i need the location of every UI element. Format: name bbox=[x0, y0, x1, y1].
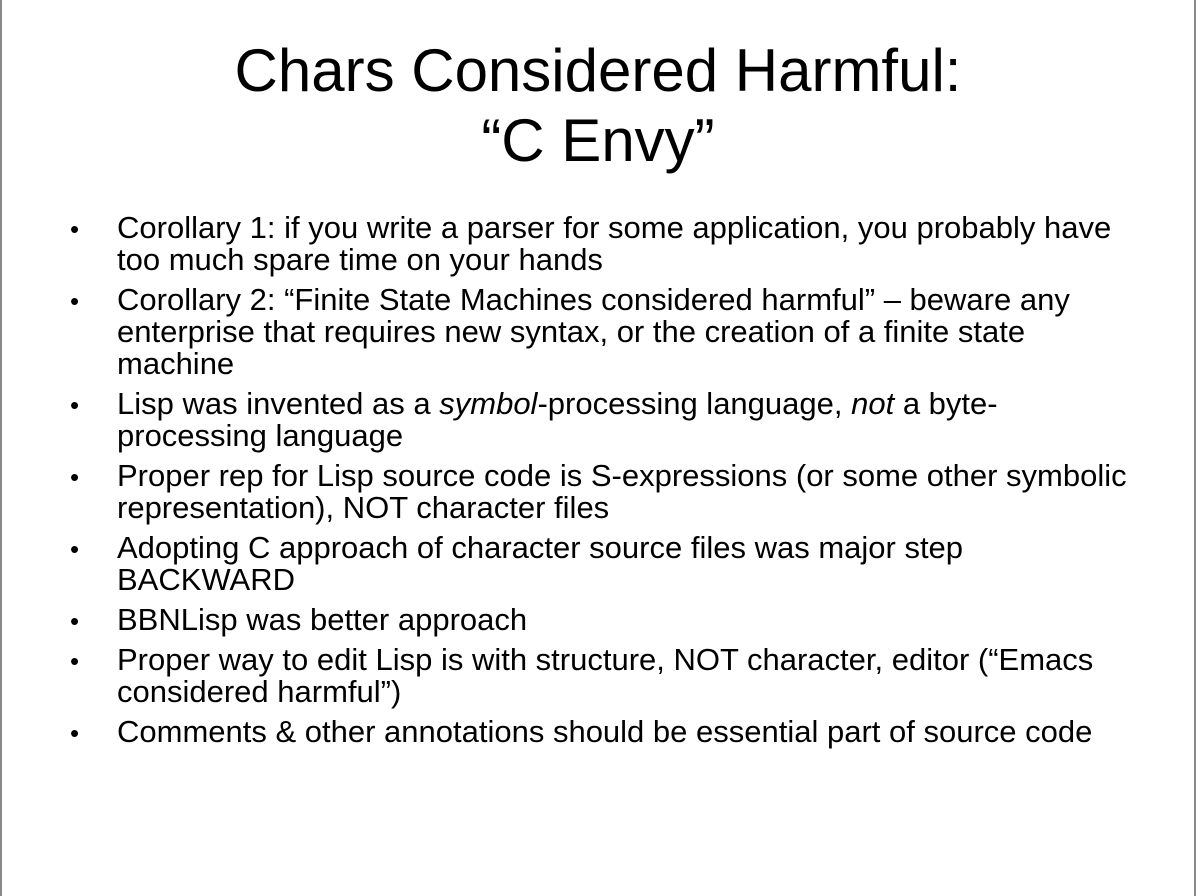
bullet-icon: • bbox=[70, 286, 80, 316]
bullet-icon: • bbox=[70, 534, 80, 564]
bullet-text: Comments & other annotations should be essential part of source code bbox=[117, 714, 1093, 749]
bullet-item-2 bbox=[70, 284, 1130, 380]
title-line-1: Chars Considered Harmful: bbox=[234, 37, 962, 104]
bullet-item-1 bbox=[70, 212, 1130, 276]
bullet-item-5 bbox=[70, 532, 1130, 596]
italic-emphasis: symbol bbox=[439, 386, 538, 421]
title-line-2: “C Envy” bbox=[481, 107, 715, 174]
slide-title bbox=[0, 36, 1196, 176]
bullet-item-8 bbox=[70, 716, 1130, 748]
bullet-item-3 bbox=[70, 388, 1130, 452]
bullet-text-part: Lisp was invented as a bbox=[117, 386, 440, 421]
italic-emphasis: not bbox=[851, 386, 895, 421]
bullet-item-7 bbox=[70, 644, 1130, 708]
bullet-text: Proper rep for Lisp source code is S-expressions (or some other symbolic representation), NOT character files bbox=[117, 458, 1127, 525]
bullet-text-part: a byte-processing language bbox=[117, 386, 998, 453]
bullet-text: Adopting C approach of character source files was major step BACKWARD bbox=[117, 530, 964, 597]
bullet-text: Corollary 2: “Finite State Machines considered harmful” – beware any enterprise that requires new syntax, or the creation of a finite state machine bbox=[117, 282, 1070, 381]
bullet-list bbox=[70, 212, 1130, 756]
bullet-icon: • bbox=[70, 606, 80, 636]
bullet-text: Proper way to edit Lisp is with structure, NOT character, editor (“Emacs considered harmful”) bbox=[117, 642, 1094, 709]
bullet-text bbox=[117, 386, 998, 453]
bullet-icon: • bbox=[70, 646, 80, 676]
bullet-icon: • bbox=[70, 462, 80, 492]
bullet-icon: • bbox=[70, 214, 80, 244]
bullet-item-4 bbox=[70, 460, 1130, 524]
bullet-icon: • bbox=[70, 390, 80, 420]
bullet-text: Corollary 1: if you write a parser for some application, you probably have too much spare time on your hands bbox=[117, 210, 1112, 277]
bullet-item-6 bbox=[70, 604, 1130, 636]
bullet-text-part: -processing language, bbox=[537, 386, 852, 421]
bullet-text: BBNLisp was better approach bbox=[117, 602, 528, 637]
bullet-icon: • bbox=[70, 718, 80, 748]
